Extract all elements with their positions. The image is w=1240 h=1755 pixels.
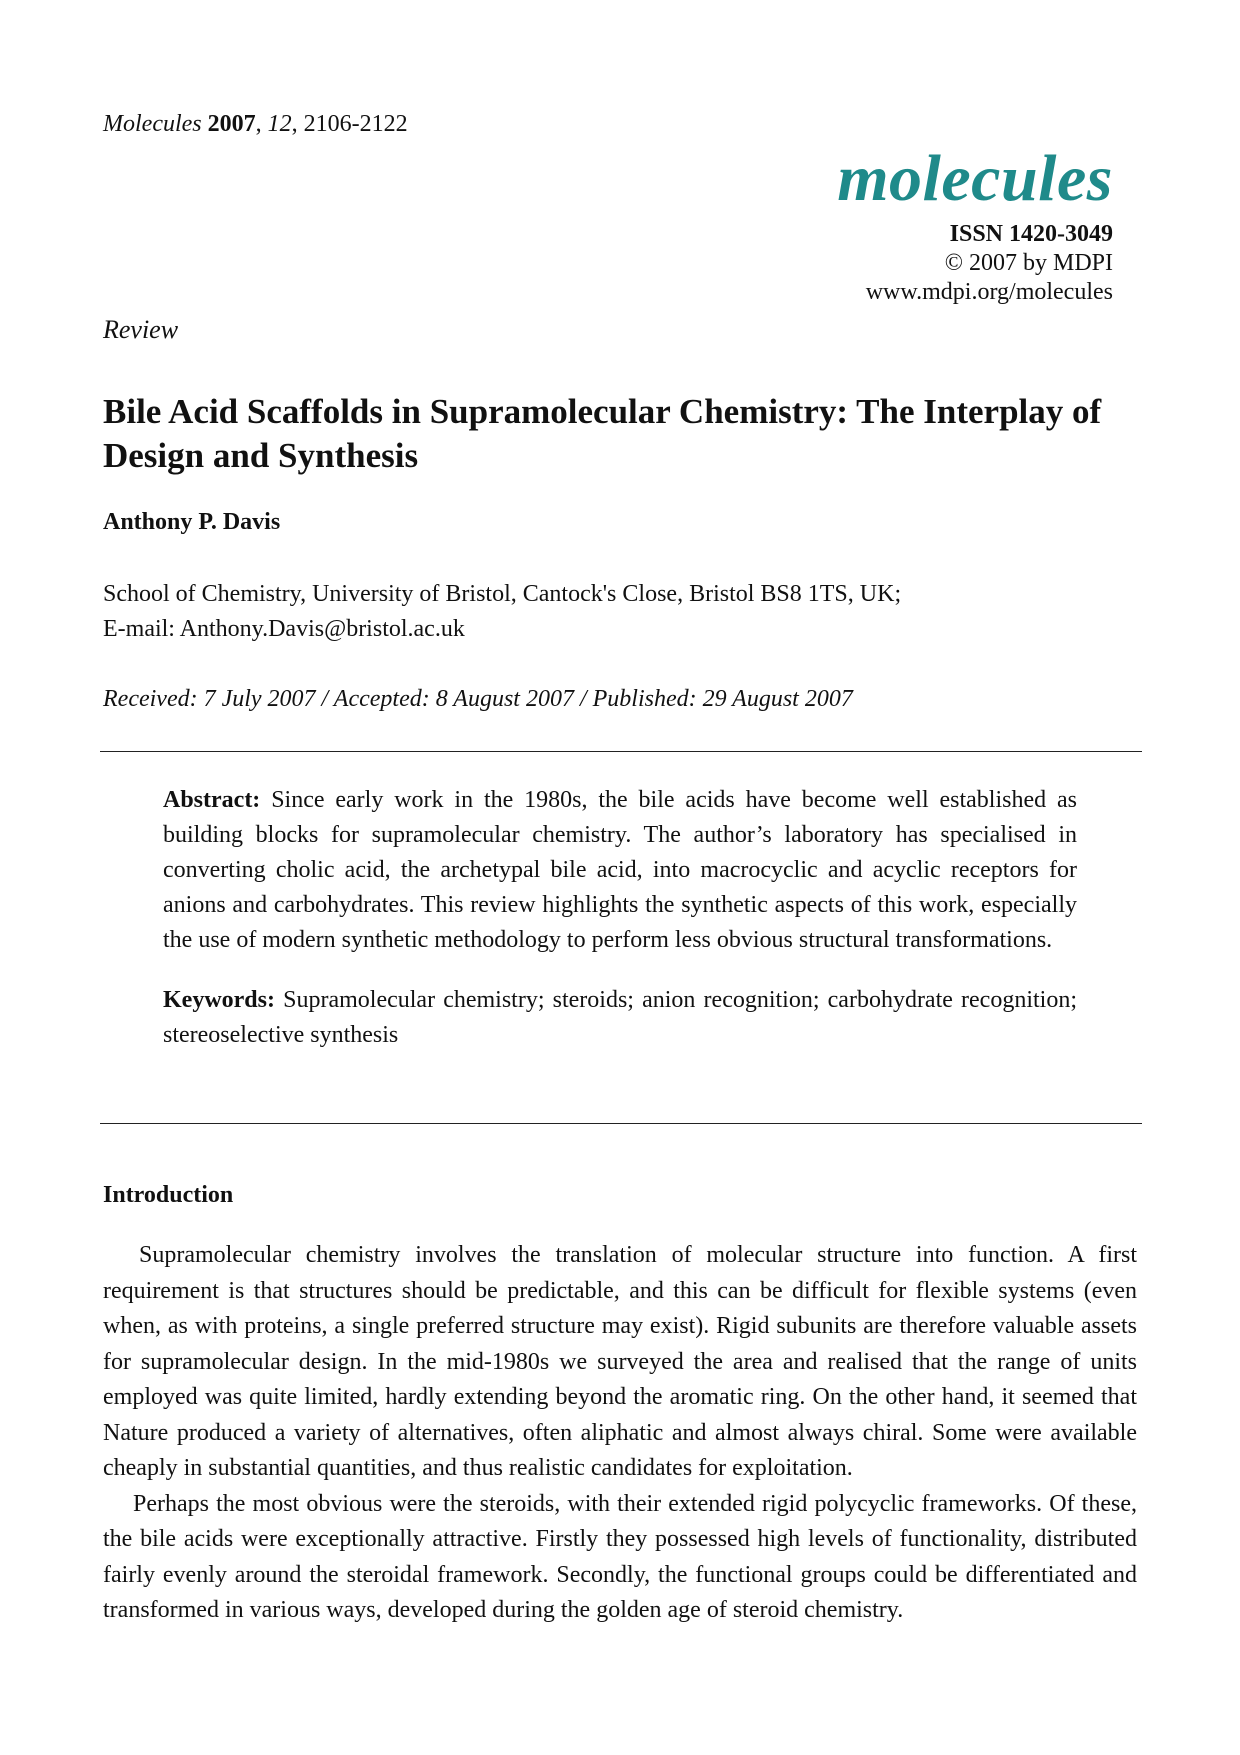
body-paragraph: Perhaps the most obvious were the steroids, with their extended rigid polycyclic frameworks. Of these, the bile acids were exceptionally attractive. Firstly they possessed high levels of functionality, distributed fairly evenly around the steroidal framework. Secondly, the functional groups could be differentiated and transformed in various ways, developed during the golden age of steroid chemistry. xyxy=(103,1490,1137,1623)
citation-sep: , xyxy=(291,111,304,137)
journal-name: Molecules xyxy=(103,111,202,137)
abstract-bottom-rule xyxy=(100,1123,1142,1124)
publication-dates: Received: 7 July 2007 / Accepted: 8 August 2007 / Published: 29 August 2007 xyxy=(103,686,853,712)
publication-year: 2007 xyxy=(207,111,256,137)
keywords-text: Supramolecular chemistry; steroids; anion recognition; carbohydrate recognition; stereoselective synthesis xyxy=(163,987,1078,1048)
abstract-label: Abstract: xyxy=(163,787,261,813)
affiliation-email-line xyxy=(103,612,901,647)
abstract-paragraph xyxy=(163,783,1077,958)
introduction-body xyxy=(103,1238,1137,1629)
affiliation-address: School of Chemistry, University of Bristol, Cantock's Close, Bristol BS8 1TS, UK; xyxy=(103,581,902,607)
journal-masthead xyxy=(837,140,1113,307)
abstract-top-rule xyxy=(100,751,1142,752)
author-name: Anthony P. Davis xyxy=(103,509,281,535)
volume-number: 12 xyxy=(267,111,292,137)
page-range: 2106-2122 xyxy=(303,111,408,137)
affiliation xyxy=(103,577,901,647)
email-label: E-mail: xyxy=(103,616,180,642)
article-title: Bile Acid Scaffolds in Supramolecular Chemistry: The Interplay of Design and Synthesis xyxy=(103,392,1102,475)
section-heading-introduction: Introduction xyxy=(103,1182,234,1208)
author-email: Anthony.Davis@bristol.ac.uk xyxy=(179,616,465,642)
article-type: Review xyxy=(103,315,179,344)
keywords-label: Keywords: xyxy=(163,987,275,1013)
abstract-text: Since early work in the 1980s, the bile acids have become well established as building blocks for supramolecular chemistry. The author’s laboratory has specialised in converting cholic acid, the archetypal bile acid, into macrocyclic and acyclic receptors for anions and carbohydrates. This review highlights the synthetic aspects of this work, especially the use of modern synthetic methodology to perform less obvious structural transformations. xyxy=(163,787,1077,953)
citation-sep: , xyxy=(255,111,268,137)
copyright-notice: © 2007 by MDPI xyxy=(944,250,1113,276)
abstract-section xyxy=(163,783,1077,1053)
journal-logo: molecules xyxy=(837,142,1113,215)
keywords-paragraph xyxy=(163,983,1077,1053)
body-paragraph: Supramolecular chemistry involves the translation of molecular structure into function. A first requirement is that structures should be predictable, and this can be difficult for flexible systems (even when, as with proteins, a single preferred structure may exist). Rigid subunits are therefore valuable assets for supramolecular design. In the mid-1980s we surveyed the area and realised that the range of units employed was quite limited, hardly extending beyond the aromatic ring. On the other hand, it seemed that Nature produced a variety of alternatives, often aliphatic and almost always chiral. Some were available cheaply in substantial quantities, and thus realistic candidates for exploitation. xyxy=(103,1242,1137,1481)
journal-website: www.mdpi.org/molecules xyxy=(865,279,1113,305)
issn: ISSN 1420-3049 xyxy=(949,221,1113,247)
citation-line xyxy=(103,109,408,139)
